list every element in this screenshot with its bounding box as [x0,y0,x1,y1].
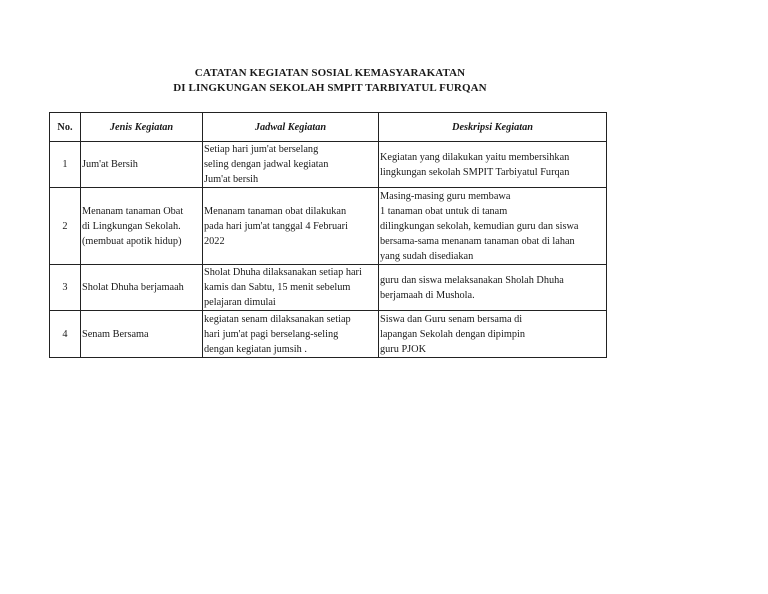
header-jenis-kegiatan: Jenis Kegiatan [81,113,203,142]
cell-line: Sholat Dhuha dilaksanakan setiap hari [204,267,362,278]
cell-line: Masing-masing guru membawa [380,190,511,202]
header-no: No. [50,113,81,142]
cell-line: yang sudah disediakan [380,250,474,262]
cell-line: dengan kegiatan jumsih . [204,343,307,355]
cell-line: Sholat Dhuha berjamaah [82,282,184,293]
cell-line: pelajaran dimulai [204,297,276,308]
cell-line: Menanam tanaman Obat [82,205,184,217]
jadwal-cell [203,188,379,265]
cell-line: lapangan Sekolah dengan dipimpin [380,328,525,340]
cell-line: Jum'at bersih [204,174,259,185]
title-line-1: CATATAN KEGIATAN SOSIAL KEMASYARAKATAN [194,67,466,79]
jenis-cell [81,142,203,188]
table-header-row [50,113,607,142]
cell-line: guru PJOK [380,343,427,355]
cell-line: Menanam tanaman obat dilakukan [204,205,347,217]
cell-line: seling dengan jadwal kegiatan [204,159,329,170]
document-title [0,66,660,96]
cell-line: guru dan siswa melaksanakan Sholah Dhuha [380,274,564,286]
deskripsi-cell [379,311,607,358]
row-number: 4 [50,311,81,358]
cell-line: Siswa dan Guru senam bersama di [380,313,523,325]
table-row [50,188,607,265]
jenis-cell [81,265,203,311]
cell-line: Senam Bersama [82,328,149,340]
cell-line: lingkungan sekolah SMPIT Tarbiyatul Furqan [380,166,570,178]
deskripsi-cell [379,265,607,311]
jenis-cell [81,188,203,265]
deskripsi-cell [379,142,607,188]
table-row [50,311,607,358]
cell-line: 1 tanaman obat untuk di tanam [380,205,508,217]
cell-line: pada hari jum'at tanggal 4 Februari [204,220,348,232]
cell-line: kegiatan senam dilaksanakan setiap [204,313,351,325]
table-row [50,142,607,188]
row-number: 2 [50,188,81,265]
row-number: 3 [50,265,81,311]
cell-line: 2022 [204,235,225,247]
table-row [50,265,607,311]
cell-line: di Lingkungan Sekolah. [82,220,181,232]
cell-line: Kegiatan yang dilakukan yaitu membersihkan [380,151,570,163]
jadwal-cell [203,142,379,188]
cell-line: hari jum'at pagi berselang-seling [204,328,339,340]
jadwal-cell [203,265,379,311]
cell-line: berjamaah di Mushola. [380,289,475,301]
cell-line: kamis dan Sabtu, 15 menit sebelum [204,282,351,293]
jenis-cell [81,311,203,358]
deskripsi-cell [379,188,607,265]
header-jadwal-kegiatan: Jadwal Kegiatan [203,113,379,142]
cell-line: Jum'at Bersih [82,159,138,170]
jadwal-cell [203,311,379,358]
title-line-2: DI LINGKUNGAN SEKOLAH SMPIT TARBIYATUL FURQAN [173,82,487,94]
cell-line: dilingkungan sekolah, kemudian guru dan siswa [380,220,579,232]
header-deskripsi-kegiatan: Deskripsi Kegiatan [379,113,607,142]
cell-line: Setiap hari jum'at berselang [204,144,319,155]
activity-table [49,112,607,358]
row-number: 1 [50,142,81,188]
cell-line: (membuat apotik hidup) [82,235,182,247]
cell-line: bersama-sama menanam tanaman obat di lahan [380,235,575,247]
